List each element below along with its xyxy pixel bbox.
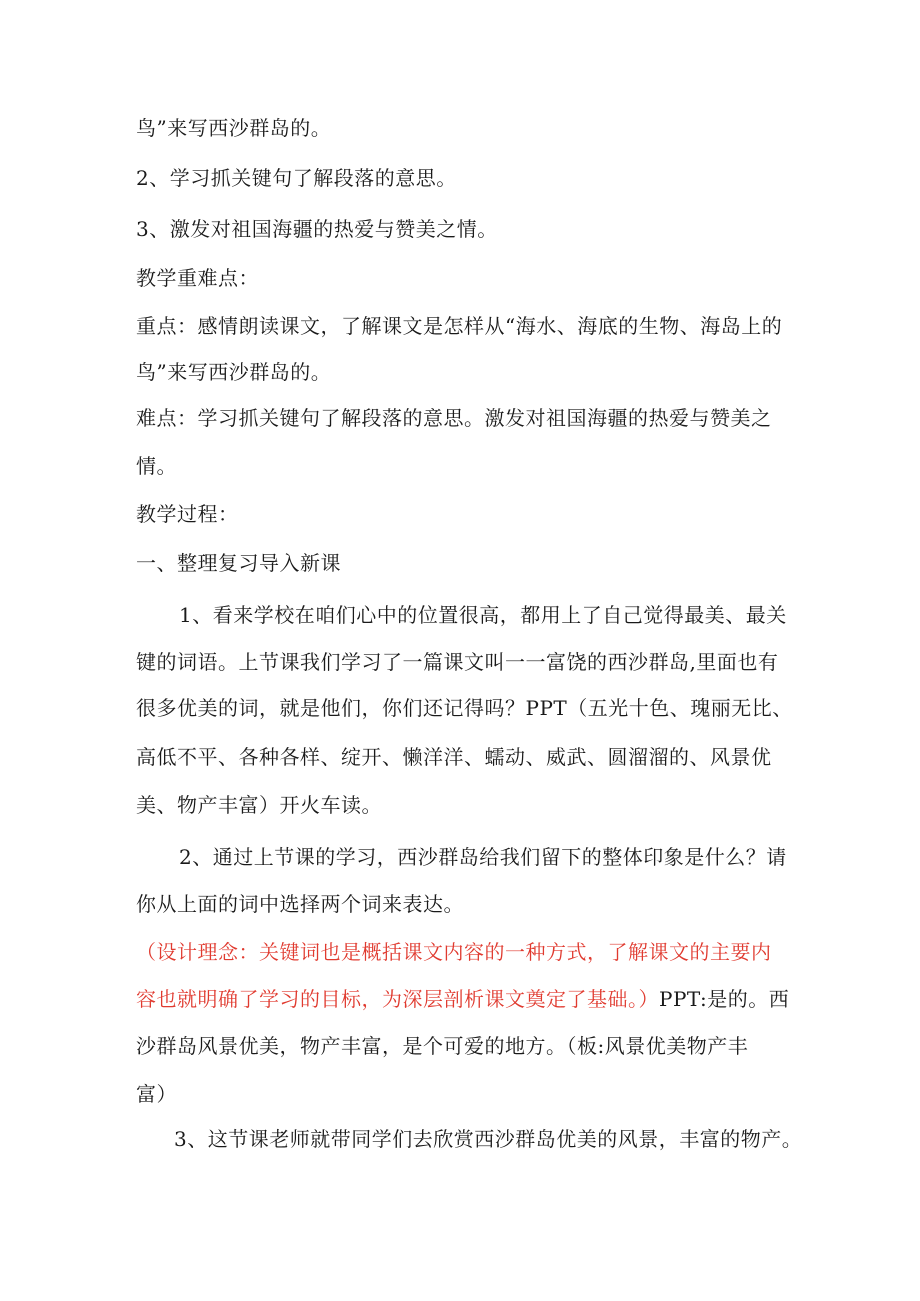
text-line-16: 2、通过上节课的学习，西沙群岛给我们留下的整体印象是什么？请 [179,845,787,869]
text-line-15: 美、物产丰富）开火车读。 [136,793,382,817]
text-line-3: 3、激发对祖国海疆的热爱与赞美之情。 [136,217,498,241]
text-line-22: 3、这节课老师就带同学们去欣赏西沙群岛优美的风景，丰富的物产。 [174,1127,803,1151]
text-line-14: 高低不平、各种各样、绽开、懒洋洋、蠕动、威武、圆溜溜的、风景优 [136,745,772,769]
text-line-21: 富） [136,1082,177,1106]
text-line-17: 你从上面的词中选择两个词来表达。 [136,892,464,916]
text-line-5: 重点：感情朗读课文，了解课文是怎样从“海水、海底的生物、海岛上的 [136,314,783,338]
section-heading-review: 一、整理复习导入新课 [136,551,341,575]
text-line-20: 沙群岛风景优美，物产丰富，是个可爱的地方。（板:风景优美物产丰 [136,1034,749,1058]
design-note-line-2: 容也就明确了学习的目标，为深层剖析课文奠定了基础。） [136,987,659,1011]
ppt-note: PPT:是的。西 [659,987,790,1011]
text-line-6: 鸟”来写西沙群岛的。 [136,360,332,384]
section-heading-key-points: 教学重难点： [136,266,259,290]
text-line-13: 很多优美的词，就是他们，你们还记得吗？PPT（五光十色、瑰丽无比、 [136,696,793,720]
text-line-7: 难点：学习抓关键句了解段落的意思。激发对祖国海疆的热爱与赞美之 [136,406,772,430]
design-note-line-1: （设计理念：关键词也是概括课文内容的一种方式，了解课文的主要内 [136,940,772,964]
text-line-8: 情。 [136,454,177,478]
text-line-2: 2、学习抓关键句了解段落的意思。 [136,166,457,190]
text-line-11: 1、看来学校在咱们心中的位置很高，都用上了自己觉得最美、最关 [179,603,787,627]
section-heading-process: 教学过程： [136,502,239,526]
text-line-1: 鸟”来写西沙群岛的。 [136,116,332,140]
text-line-12: 键的词语。上节课我们学习了一篇课文叫一一富饶的西沙群岛,里面也有 [136,650,779,674]
text-line-19 [136,985,789,1013]
